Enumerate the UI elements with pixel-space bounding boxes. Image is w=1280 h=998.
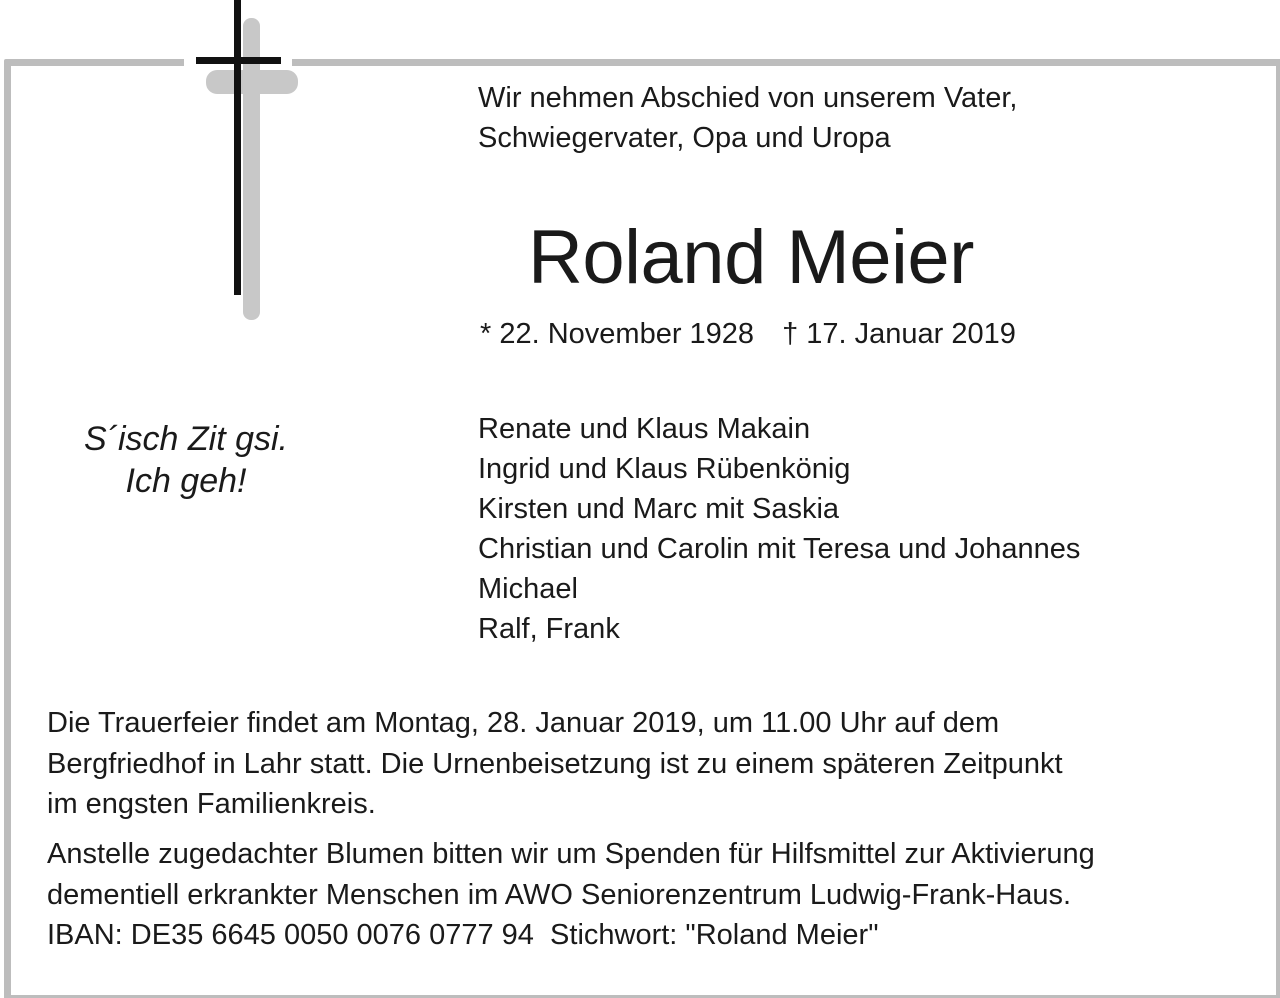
mourner-entry: Kirsten und Marc mit Saskia	[478, 493, 840, 525]
donation-line: Anstelle zugedachter Blumen bitten wir um Spenden für Hilfsmittel zur Aktivierung	[47, 838, 1095, 870]
cross-icon	[192, 0, 302, 325]
saying-line: S´isch Zit gsi.	[83, 420, 289, 458]
life-dates	[480, 314, 1016, 354]
donation-line: dementiell erkrankter Menschen im AWO Seniorenzentrum Ludwig-Frank-Haus.	[47, 878, 1072, 911]
mourner-entry: Michael	[478, 573, 578, 605]
ceremony-line: Die Trauerfeier findet am Montag, 28. Januar 2019, um 11.00 Uhr auf dem	[47, 707, 1000, 739]
donation-paragraph	[47, 834, 1247, 956]
donation-line: IBAN: DE35 6645 0050 0076 0777 94 Stichwort: "Roland Meier"	[47, 919, 879, 951]
farewell-saying	[36, 418, 336, 502]
ceremony-line: Bergfriedhof in Lahr statt. Die Urnenbeisetzung ist zu einem späteren Zeitpunkt	[47, 747, 1063, 780]
mourner-entry: Renate und Klaus Makain	[478, 413, 811, 445]
deceased-name: Roland Meier	[528, 215, 974, 300]
mourner-entry: Ralf, Frank	[478, 613, 620, 645]
mourner-entry: Christian und Carolin mit Teresa und Johannes	[478, 533, 1081, 565]
saying-line: Ich geh!	[125, 462, 247, 500]
ceremony-paragraph	[47, 703, 1247, 825]
intro-text	[478, 78, 1017, 158]
birth-date: * 22. November 1928	[480, 318, 755, 350]
mourners-list	[478, 409, 1080, 649]
intro-line: Schwiegervater, Opa und Uropa	[478, 122, 891, 154]
death-date: † 17. Januar 2019	[782, 318, 1016, 350]
intro-line: Wir nehmen Abschied von unserem Vater,	[478, 82, 1018, 114]
ceremony-line: im engsten Familienkreis.	[47, 788, 376, 820]
mourner-entry: Ingrid und Klaus Rübenkönig	[478, 453, 851, 485]
